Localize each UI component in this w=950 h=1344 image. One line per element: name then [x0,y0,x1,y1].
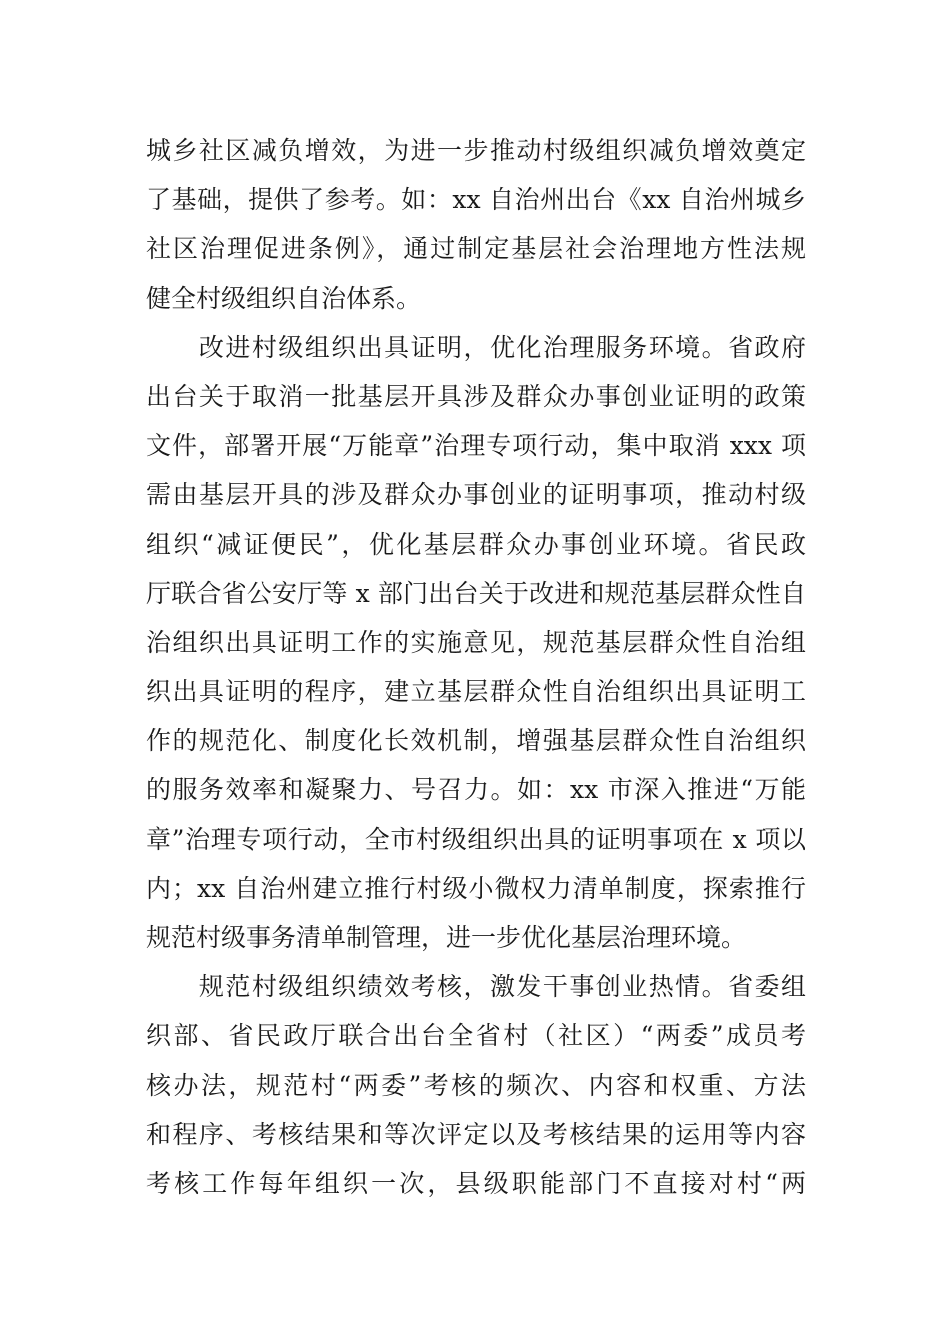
paragraph-start-line: 规范村级组织绩效考核，激发干事创业热情。省委组 [146,972,806,1002]
text-line: 和程序、考核结果和等次评定以及考核结果的运用等内容 [146,1119,806,1149]
text-line: 规范村级事务清单制管理，进一步优化基层治理环境。 [146,923,747,952]
text-line: 内；xx 自治州建立推行村级小微权力清单制度，探索推行 [146,873,806,903]
text-line: 织出具证明的程序，建立基层群众性自治组织出具证明工 [146,677,806,707]
text-line: 需由基层开具的涉及群众办事创业的证明事项，推动村级 [146,480,806,510]
text-line: 城乡社区减负增效，为进一步推动村级组织减负增效奠定 [146,136,806,165]
text-line: 核办法，规范村“两委”考核的频次、内容和权重、方法 [146,1070,806,1100]
text-line: 出台关于取消一批基层开具涉及群众办事创业证明的政策 [146,381,806,411]
text-line: 了基础，提供了参考。如：xx 自治州出台《xx 自治州城乡 [146,185,806,215]
text-line: 考核工作每年组织一次，县级职能部门不直接对村“两 [146,1168,806,1198]
text-line: 文件，部署开展“万能章”治理专项行动，集中取消 xxx 项 [146,431,806,461]
text-line: 社区治理促进条例》，通过制定基层社会治理地方性法规 [146,234,806,264]
text-line: 厅联合省公安厅等 x 部门出台关于改进和规范基层群众性自 [146,578,806,608]
text-line: 作的规范化、制度化长效机制，增强基层群众性自治组织 [146,726,806,756]
text-line: 治组织出具证明工作的实施意见，规范基层群众性自治组 [146,627,806,657]
paragraph-start-line: 改进村级组织出具证明，优化治理服务环境。省政府 [146,332,806,362]
text-line: 组织“减证便民”，优化基层群众办事创业环境。省民政 [146,529,806,559]
text-line: 织部、省民政厅联合出台全省村（社区）“两委”成员考 [146,1021,806,1051]
text-line: 的服务效率和凝聚力、号召力。如：xx 市深入推进“万能 [146,775,806,805]
text-line: 健全村级组织自治体系。 [146,283,422,313]
document-body [146,126,806,1208]
text-line: 章”治理专项行动，全市村级组织出具的证明事项在 x 项以 [146,824,806,854]
